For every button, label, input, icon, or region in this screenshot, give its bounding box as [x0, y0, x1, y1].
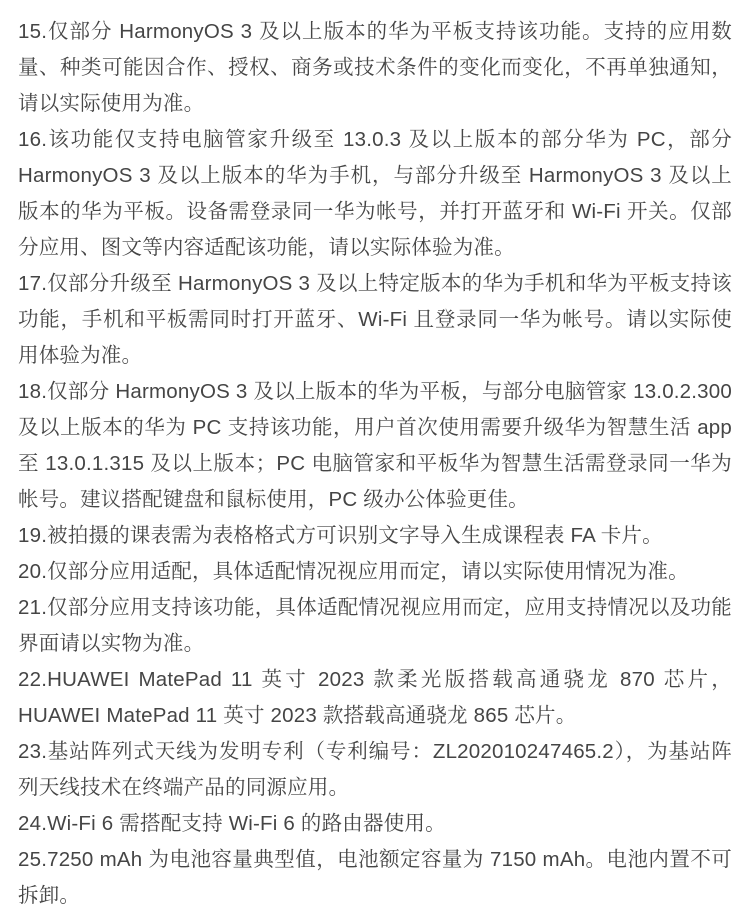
list-item: 16.该功能仅支持电脑管家升级至 13.0.3 及以上版本的部分华为 PC，部分 HarmonyOS 3 及以上版本的华为手机，与部分升级至 HarmonyOS 3 及以上版本的华为平板。设备需登录同一华为帐号，并打开蓝牙和 Wi-Fi 开关。仅部分应用、图文等内容适配该功能，请以实际体验为准。 [18, 128, 738, 259]
list-item: 20.仅部分应用适配，具体适配情况视应用而定，请以实际使用情况为准。 [18, 560, 689, 583]
list-item: 15.仅部分 HarmonyOS 3 及以上版本的华为平板支持该功能。支持的应用数量、种类可能因合作、授权、商务或技术条件的变化而变化，不再单独通知，请以实际使用为准。 [18, 20, 732, 115]
list-item: 18.仅部分 HarmonyOS 3 及以上版本的华为平板，与部分电脑管家 13.0.2.300 及以上版本的华为 PC 支持该功能，用户首次使用需要升级华为智慧生活 app 至 13.0.1.315 及以上版本；PC 电脑管家和平板华为智慧生活需登录同一华为帐号。建议搭配键盘和鼠标使用，PC 级办公体验更佳。 [18, 380, 738, 511]
list-item: 22.HUAWEI MatePad 11 英寸 2023 款柔光版搭载高通骁龙 870 芯片，HUAWEI MatePad 11 英寸 2023 款搭载高通骁龙 865 芯片。 [18, 668, 732, 727]
list-item: 17.仅部分升级至 HarmonyOS 3 及以上特定版本的华为手机和华为平板支持该功能，手机和平板需同时打开蓝牙、Wi-Fi 且登录同一华为帐号。请以实际使用体验为准。 [18, 272, 732, 367]
list-item: 25.7250 mAh 为电池容量典型值，电池额定容量为 7150 mAh。电池内置不可拆卸。 [18, 848, 732, 907]
list-item: 23.基站阵列式天线为发明专利（专利编号：ZL202010247465.2），为基站阵列天线技术在终端产品的同源应用。 [18, 740, 732, 799]
list-item: 21.仅部分应用支持该功能，具体适配情况视应用而定，应用支持情况以及功能界面请以实物为准。 [18, 596, 732, 655]
list-item: 24.Wi-Fi 6 需搭配支持 Wi-Fi 6 的路由器使用。 [18, 812, 446, 835]
list-item: 19.被拍摄的课表需为表格格式方可识别文字导入生成课程表 FA 卡片。 [18, 524, 663, 547]
footnote-list [18, 14, 738, 914]
